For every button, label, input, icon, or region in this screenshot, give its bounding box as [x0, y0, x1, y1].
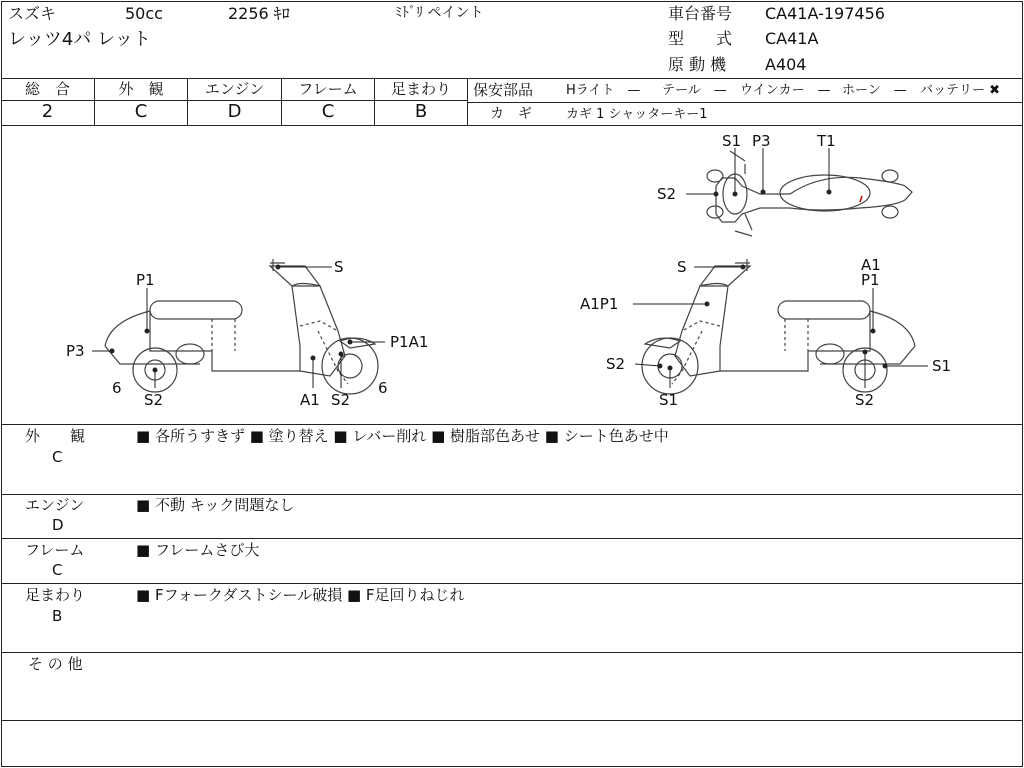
top-label-s2: S2 [657, 185, 677, 203]
color: ﾐﾄﾞﾘ ペイント [395, 5, 484, 21]
right-label-s1b: S1 [932, 357, 952, 375]
right-label-a1: A1 [861, 256, 881, 274]
remark-grade-suspension: B [52, 607, 63, 625]
remark-label-exterior: 外 観 [25, 427, 86, 445]
top-label-s1: S1 [722, 132, 742, 150]
left-label-p1a1: P1A1 [390, 333, 429, 351]
left-label-s2b: S2 [331, 391, 351, 409]
left-label-6a: 6 [112, 379, 122, 397]
grade-label-suspension: 足まわり [390, 80, 451, 98]
displacement: 50cc [125, 4, 163, 23]
scooter-top-view [707, 151, 912, 236]
remark-label-engine: エンジン [25, 496, 85, 514]
safety-taillight: テール — [662, 83, 727, 98]
remark-grade-exterior: C [52, 448, 63, 466]
frame-no-label: 車台番号 [668, 4, 733, 23]
diagram-bottom [1, 424, 1022, 425]
left-label-p3: P3 [66, 342, 85, 360]
grade-label-frame: フレーム [298, 80, 358, 98]
left-label-a1: A1 [300, 391, 320, 409]
left-label-s2a: S2 [144, 391, 164, 409]
leader-lines [92, 148, 928, 388]
engine-label: 原 動 機 [668, 55, 727, 74]
right-label-s: S [677, 258, 687, 276]
safety-winker: ウインカー — [740, 83, 831, 98]
remark-label-suspension: 足まわり [25, 586, 86, 604]
remark-text-suspension: ■ Fフォークダストシール破損 ■ F足回りねじれ [136, 586, 465, 604]
grade-value-frame: C [321, 101, 335, 122]
safety-divider [468, 102, 1022, 103]
remarks-divider-2 [1, 538, 1022, 539]
grade-col-5 [467, 78, 468, 125]
right-label-s2a: S2 [606, 355, 626, 373]
left-label-s: S [334, 258, 344, 276]
grade-label-exterior: 外 観 [118, 80, 164, 98]
top-label-t1: T1 [817, 132, 836, 150]
right-label-a1p1: A1P1 [580, 295, 619, 313]
type-label: 型 式 [668, 29, 733, 48]
damage-labels [66, 132, 951, 409]
safety-label: 保安部品 [473, 81, 534, 99]
model-name: レッツ4パ レット [8, 29, 151, 50]
mileage: 2256 ｷﾛ [228, 4, 290, 23]
maker: スズキ [8, 4, 57, 23]
right-label-s1a: S1 [659, 391, 679, 409]
remark-text-exterior: ■ 各所うすきず ■ 塗り替え ■ レバー削れ ■ 樹脂部色あせ ■ シート色あせ中 [136, 427, 669, 445]
remark-label-other: そ の 他 [28, 655, 83, 673]
right-label-s2b: S2 [855, 391, 875, 409]
remark-text-frame: ■ フレームさび大 [136, 541, 260, 559]
grade-label-engine: エンジン [204, 80, 265, 98]
remark-label-frame: フレーム [25, 541, 85, 559]
type-value: CA41A [765, 29, 819, 48]
grade-value-exterior: C [134, 101, 148, 122]
remark-grade-engine: D [52, 516, 64, 534]
safety-battery: バッテリー ✖ [920, 83, 1001, 98]
grade-value-overall: 2 [41, 101, 54, 122]
key-value: カギ 1 シャッターキー1 [566, 107, 708, 122]
left-label-p1: P1 [136, 271, 155, 289]
engine-value: A404 [765, 55, 807, 74]
safety-horn: ホーン — [842, 83, 907, 98]
key-label: カ ギ [490, 106, 532, 122]
grade-table-top [1, 78, 1022, 79]
frame-no: CA41A-197456 [765, 4, 885, 23]
remarks-divider-1 [1, 494, 1022, 495]
remarks-divider-5 [1, 720, 1022, 721]
right-label-p1: P1 [861, 271, 880, 289]
remark-grade-frame: C [52, 561, 63, 579]
grade-value-suspension: B [414, 101, 428, 122]
remark-text-engine: ■ 不動 キック問題なし [136, 496, 295, 514]
grade-label-overall: 総 合 [24, 80, 70, 98]
remarks-divider-4 [1, 652, 1022, 653]
left-label-6b: 6 [378, 379, 388, 397]
remarks-divider-3 [1, 583, 1022, 584]
grade-value-engine: D [227, 101, 242, 122]
scooter-diagram [0, 126, 1024, 424]
safety-headlight: Hライト — [566, 83, 641, 98]
top-label-p3: P3 [752, 132, 771, 150]
